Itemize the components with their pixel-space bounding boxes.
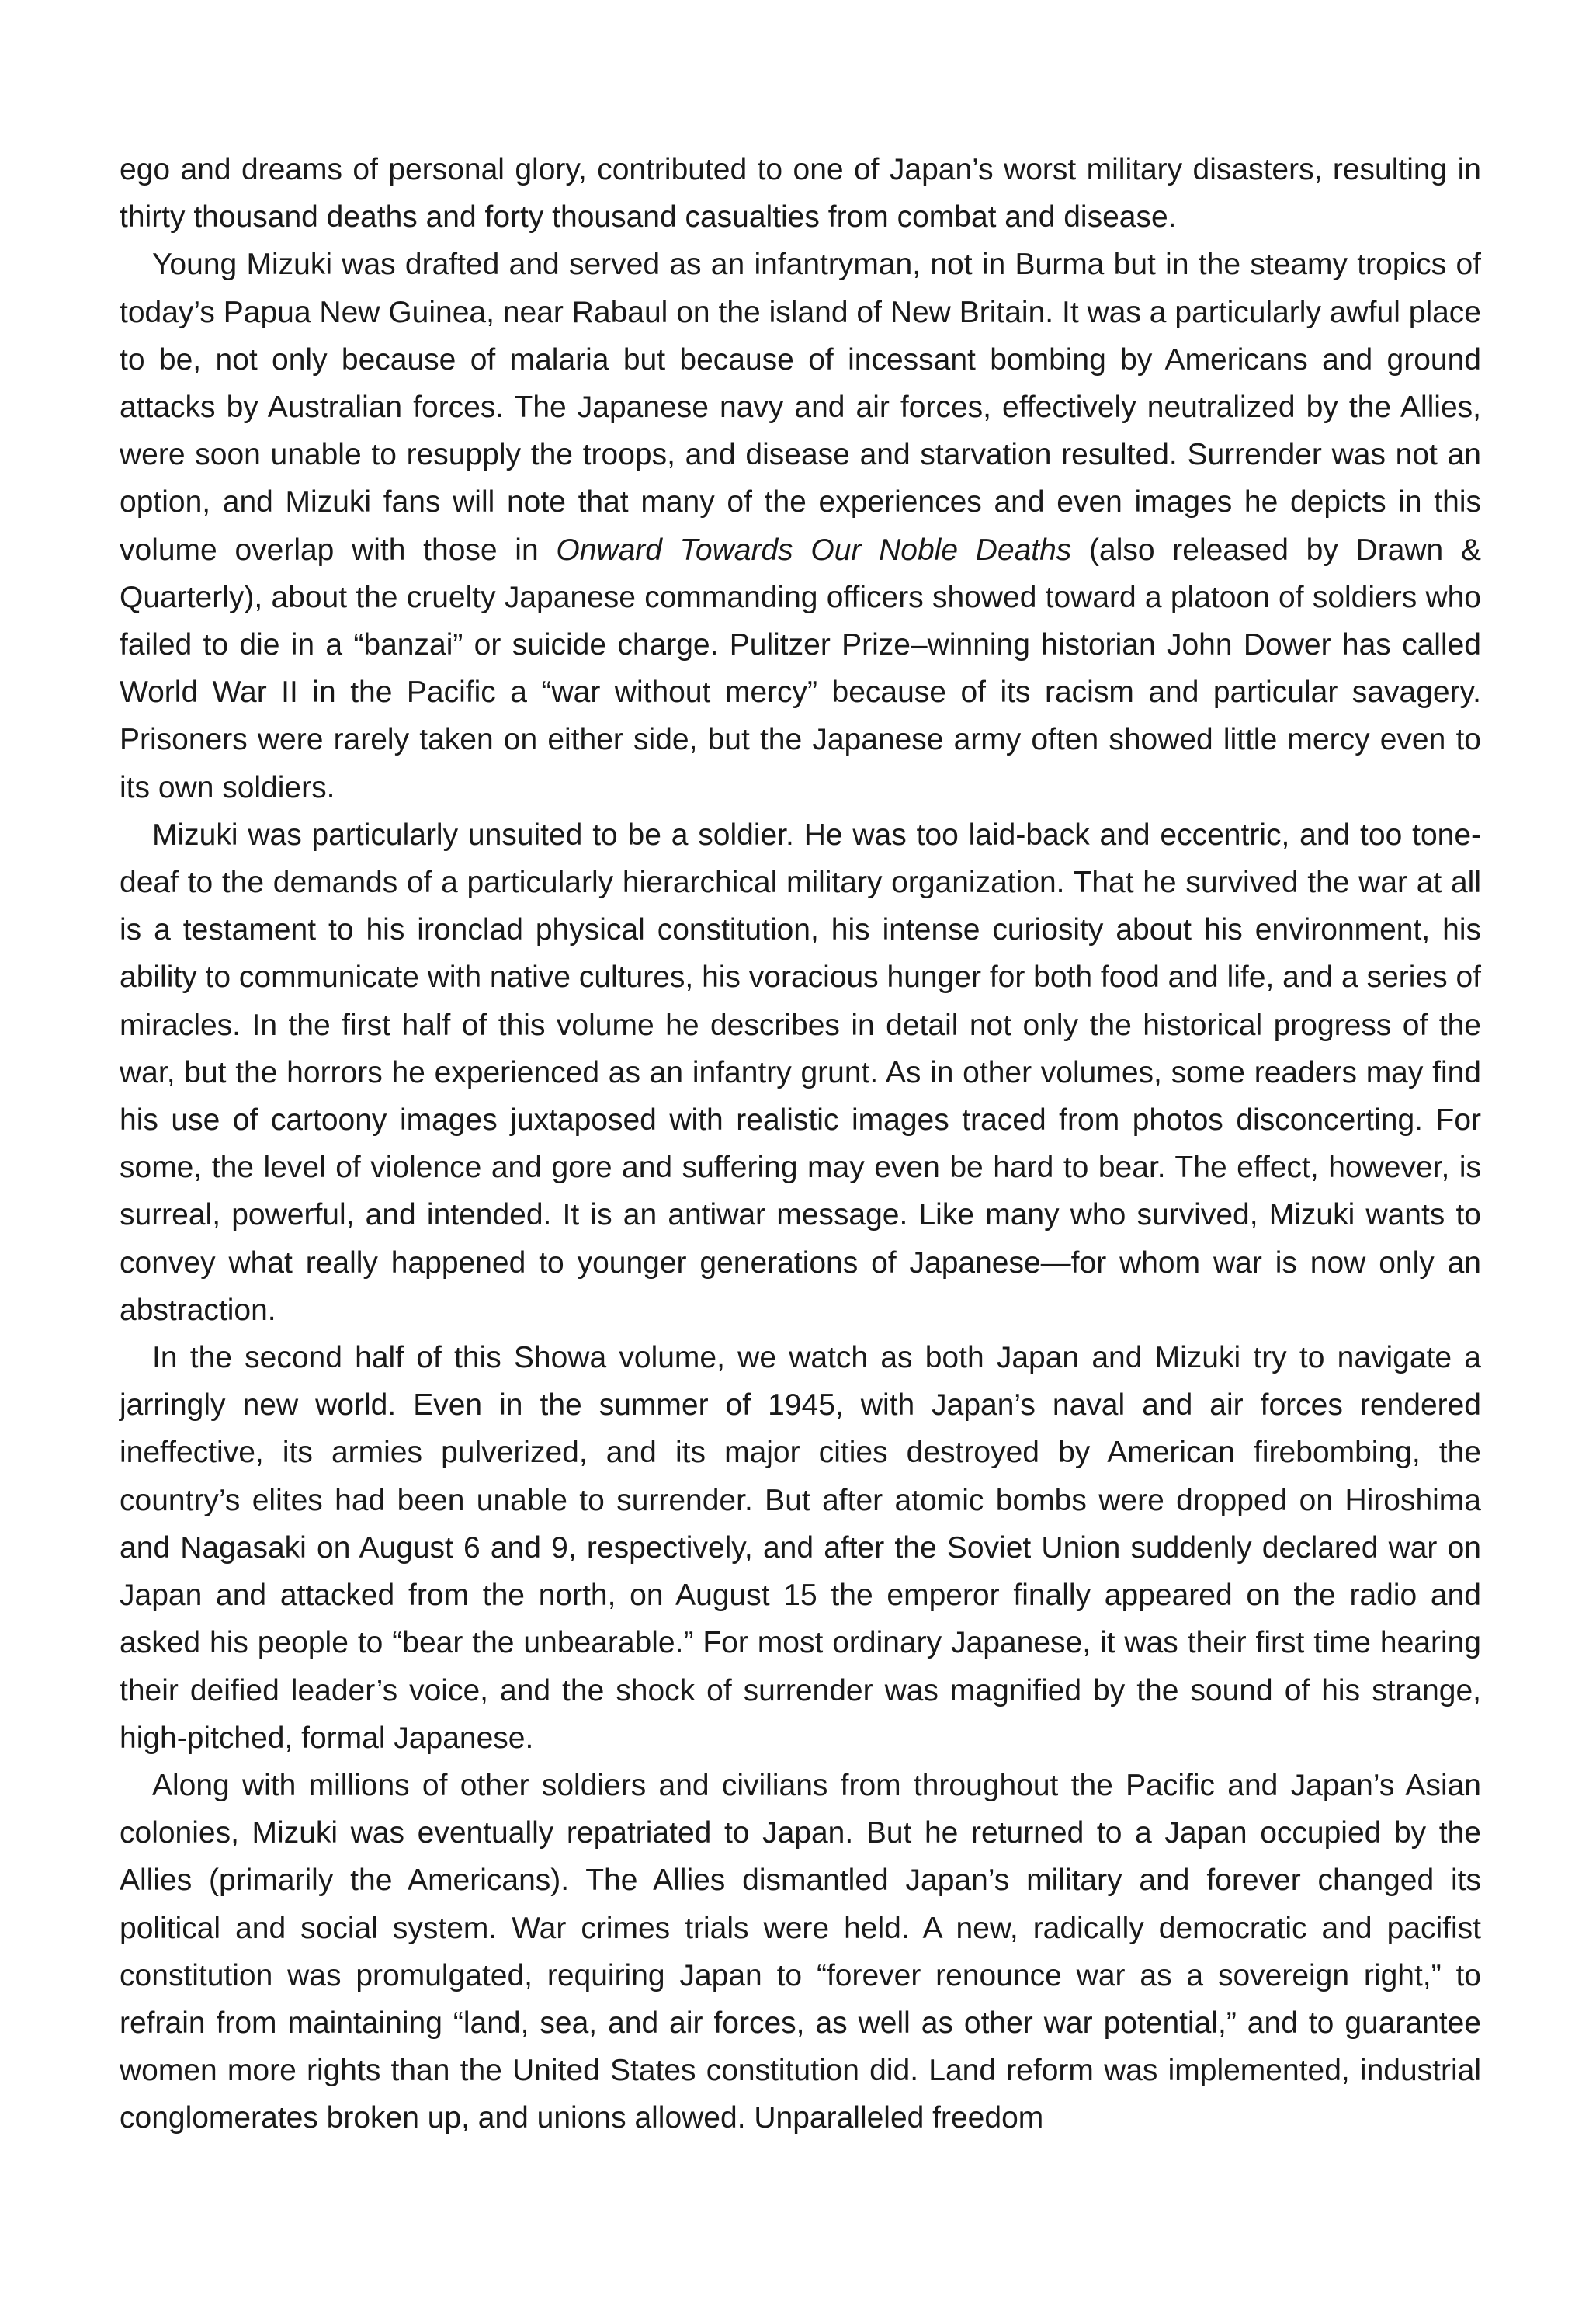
page-body [120, 146, 1481, 2142]
book-title-italic: Onward Towards Our Noble Deaths [556, 533, 1072, 567]
paragraph-4: In the second half of this Showa volume, we watch as both Japan and Mizuki try to navigate a jarringly new world. Even in the summer of 1945, with Japan’s naval and air forces rendered ineffective, its armies pulverized, and its major cities destroyed by American firebombing, the country’s elites had been unable to surrender. But after atomic bombs were dropped on Hiroshima and Nagasaki on August 6 and 9, respectively, and after the Soviet Union suddenly declared war on Japan and attacked from the north, on August 15 the emperor finally appeared on the radio and asked his people to “bear the unbearable.” For most ordinary Japanese, it was their first time hearing their deified leader’s voice, and the shock of surrender was magnified by the sound of his strange, high-pitched, formal Japanese. [120, 1341, 1481, 1755]
paragraph-2-text-b: (also released by Drawn & Quarterly), about the cruelty Japanese commanding officers showed toward a platoon of soldiers who failed to die in a “banzai” or suicide charge. Pulitzer Prize–winning historian John Dower has called World War II in the Pacific a “war without mercy” because of its racism and particular savagery. Prisoners were rarely taken on either side, but the Japanese army often showed little mercy even to its own soldiers. [120, 533, 1481, 804]
paragraph-2-text-a: Young Mizuki was drafted and served as an infantryman, not in Burma but in the steamy tropics of today’s Papua New Guinea, near Rabaul on the island of New Britain. It was a particularly awful place to be, not only because of malaria but because of incessant bombing by Americans and ground attacks by Australian forces. The Japanese navy and air forces, effectively neutralized by the Allies, were soon unable to resupply the troops, and disease and starvation resulted. Surrender was not an option, and Mizuki fans will note that many of the experiences and even images he depicts in this volume overlap with those in [120, 248, 1481, 567]
paragraph-1: ego and dreams of personal glory, contributed to one of Japan’s worst military disasters, resulting in thirty thousand deaths and forty thousand casualties from combat and disease. [120, 153, 1481, 234]
paragraph-5: Along with millions of other soldiers and civilians from throughout the Pacific and Japan’s Asian colonies, Mizuki was eventually repatriated to Japan. But he returned to a Japan occupied by the Allies (primarily the Americans). The Allies dismantled Japan’s military and forever changed its political and social system. War crimes trials were held. A new, radically democratic and pacifist constitution was promulgated, requiring Japan to “forever renounce war as a sovereign right,” to refrain from maintaining “land, sea, and air forces, as well as other war potential,” and to guarantee women more rights than the United States constitution did. Land reform was implemented, industrial conglomerates broken up, and unions allowed. Unparalleled freedom [120, 1768, 1481, 2135]
paragraph-2 [120, 241, 1481, 811]
paragraph-3: Mizuki was particularly unsuited to be a soldier. He was too laid-back and eccentric, and too tone-deaf to the demands of a particularly hierarchical military organization. That he survived the war at all is a testament to his ironclad physical constitution, his intense curiosity about his environment, his ability to communicate with native cultures, his voracious hunger for both food and life, and a series of miracles. In the first half of this volume he describes in detail not only the historical progress of the war, but the horrors he experienced as an infantry grunt. As in other volumes, some readers may find his use of cartoony images juxtaposed with realistic images traced from photos disconcerting. For some, the level of violence and gore and suffering may even be hard to bear. The effect, however, is surreal, powerful, and intended. It is an antiwar message. Like many who survived, Mizuki wants to convey what really happened to younger generations of Japanese—for whom war is now only an abstraction. [120, 818, 1481, 1327]
